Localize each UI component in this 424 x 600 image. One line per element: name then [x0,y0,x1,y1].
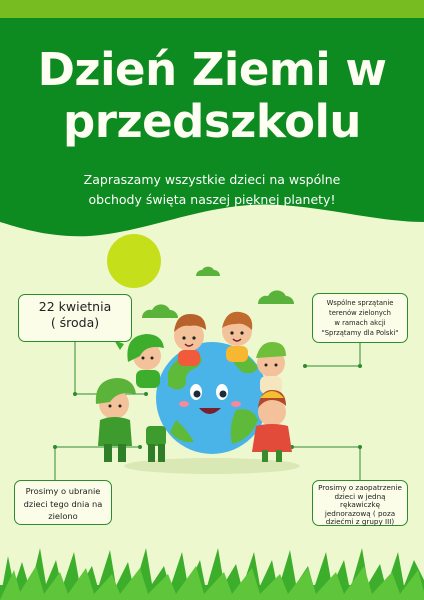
gloves-line-5: dziećmi z grupy III) [325,517,395,527]
gloves-line-1: Prosimy o zaopatrzenie [318,483,402,492]
gloves-line-3: rękawiczkę [339,500,380,510]
invitation-line-2: obchody święta naszej pięknej planety! [88,192,336,207]
cleanup-line-3: w ramach akcji [334,319,386,327]
earth-icon [156,342,268,454]
cleanup-line-2: terenów zielonych [329,309,391,317]
title-line-1: Dzień Ziemi w [37,43,387,96]
title-line-2: przedszkolu [63,95,361,148]
clothes-info-box [14,480,112,525]
gloves-line-2: dzieci w jedną [334,491,386,501]
cleanup-line-1: Wspólne sprzątanie [326,299,394,307]
cleanup-info-box [312,293,408,343]
date-info-box [18,294,132,342]
date-line-2: ( środa) [50,315,100,330]
cloud-icon [142,267,294,318]
cleanup-line-4: "Sprzątamy dla Polski" [321,329,399,337]
date-line-1: 22 kwietnia [38,299,112,314]
gloves-info-box [312,480,408,526]
invitation-line-1: Zapraszamy wszystkie dzieci na wspólne [83,172,341,187]
sun-icon [107,234,161,288]
gloves-line-4: jednorazową ( poza [324,508,396,518]
clothes-line-1: Prosimy o ubranie [25,486,101,496]
clothes-line-2: dzieci tego dnia na [23,498,103,509]
clothes-line-3: zielono [48,511,78,521]
